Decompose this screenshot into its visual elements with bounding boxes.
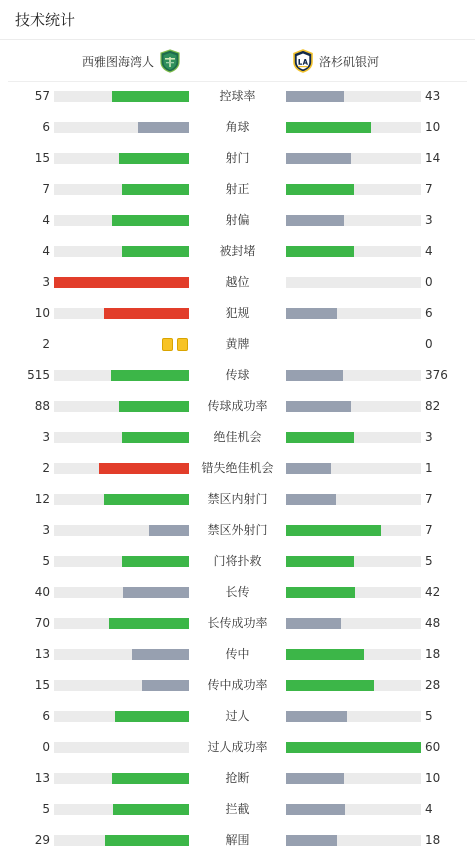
home-stat-value: 7 xyxy=(42,182,50,196)
away-stat-bar-fill xyxy=(286,122,371,133)
away-stat-bar xyxy=(286,587,421,598)
stat-label: 拦截 xyxy=(225,802,250,816)
away-stat-bar xyxy=(286,525,421,536)
away-stat-bar xyxy=(286,742,421,753)
stat-label: 被封堵 xyxy=(219,244,256,258)
stat-row xyxy=(0,143,475,174)
home-stat-value: 2 xyxy=(42,461,50,475)
away-stat-value: 5 xyxy=(425,709,433,723)
home-stat-bar xyxy=(54,308,189,319)
stat-label: 射偏 xyxy=(225,213,250,227)
stat-row xyxy=(0,453,475,484)
away-stat-bar xyxy=(286,649,421,660)
stat-row xyxy=(0,639,475,670)
home-stat-bar-fill xyxy=(119,153,189,164)
stat-label: 绝佳机会 xyxy=(213,430,262,444)
home-stat-bar-fill xyxy=(122,432,190,443)
away-stat-bar xyxy=(286,711,421,722)
home-stat-value: 13 xyxy=(34,771,50,785)
away-stat-bar-fill xyxy=(286,401,351,412)
stat-row xyxy=(0,763,475,794)
stat-row xyxy=(0,546,475,577)
home-stat-bar-fill xyxy=(99,463,189,474)
home-stat-bar-fill xyxy=(112,773,189,784)
away-stat-value: 14 xyxy=(425,151,441,165)
stat-label: 禁区外射门 xyxy=(207,523,268,537)
away-stat-value: 6 xyxy=(425,306,433,320)
away-stat-bar-fill xyxy=(286,246,354,257)
home-stat-bar xyxy=(54,153,189,164)
home-stat-bar xyxy=(54,835,189,846)
home-stat-bar xyxy=(54,680,189,691)
home-stat-bar xyxy=(54,277,189,288)
home-stat-bar-fill xyxy=(113,804,189,815)
home-stat-value: 15 xyxy=(34,678,50,692)
away-stat-value: 3 xyxy=(425,430,433,444)
away-stat-bar xyxy=(286,246,421,257)
away-stat-bar-fill xyxy=(286,370,343,381)
stat-row xyxy=(0,484,475,515)
home-stat-bar-fill xyxy=(123,587,189,598)
away-stat-value: 82 xyxy=(425,399,441,413)
home-stat-bar-fill xyxy=(105,835,189,846)
home-team[interactable] xyxy=(77,40,181,82)
stat-label: 射门 xyxy=(225,151,250,165)
home-stat-bar-fill xyxy=(122,184,190,195)
away-stat-bar xyxy=(286,401,421,412)
home-stat-bar-fill xyxy=(112,91,189,102)
yellow-card-icon xyxy=(177,338,188,351)
stat-row xyxy=(0,825,475,856)
home-stat-bar xyxy=(54,401,189,412)
stat-label: 长传成功率 xyxy=(207,616,268,630)
stat-label: 控球率 xyxy=(219,89,256,103)
away-stat-bar-fill xyxy=(286,649,364,660)
away-stat-value: 7 xyxy=(425,182,433,196)
away-stat-bar xyxy=(286,153,421,164)
stat-label: 越位 xyxy=(225,275,250,289)
away-stat-bar-fill xyxy=(286,184,354,195)
seattle-sounders-crest-icon xyxy=(159,49,181,73)
home-stat-value: 4 xyxy=(42,213,50,227)
away-stat-value: 28 xyxy=(425,678,441,692)
home-stat-bar-fill xyxy=(119,401,189,412)
away-stat-value: 10 xyxy=(425,120,441,134)
away-stat-bar xyxy=(286,494,421,505)
stat-label: 抢断 xyxy=(225,771,250,785)
home-stat-bar xyxy=(54,432,189,443)
stat-label: 传球成功率 xyxy=(207,399,268,413)
home-stat-value: 10 xyxy=(34,306,50,320)
home-stat-bar-fill xyxy=(122,556,190,567)
away-stat-bar xyxy=(286,680,421,691)
away-stat-bar-fill xyxy=(286,525,381,536)
stat-row xyxy=(0,112,475,143)
home-stat-bar xyxy=(54,494,189,505)
stat-row xyxy=(0,794,475,825)
home-stat-value: 5 xyxy=(42,554,50,568)
home-stat-bar xyxy=(54,246,189,257)
away-stat-value: 10 xyxy=(425,771,441,785)
home-stat-bar xyxy=(54,370,189,381)
stat-row xyxy=(0,298,475,329)
home-stat-value: 57 xyxy=(34,89,50,103)
stats-header xyxy=(0,0,475,40)
home-stat-bar xyxy=(54,91,189,102)
away-stat-bar xyxy=(286,463,421,474)
stat-label: 犯规 xyxy=(225,306,250,320)
stat-row xyxy=(0,81,475,112)
stat-row xyxy=(0,391,475,422)
home-stat-bar-fill xyxy=(54,277,189,288)
home-stat-bar-fill xyxy=(104,308,189,319)
home-stat-bar xyxy=(54,556,189,567)
away-stat-bar xyxy=(286,277,421,288)
home-stat-bar-fill xyxy=(149,525,190,536)
away-stat-bar-fill xyxy=(286,680,374,691)
home-stat-bar-fill xyxy=(142,680,189,691)
stat-row xyxy=(0,670,475,701)
away-stat-bar-fill xyxy=(286,556,354,567)
home-stat-bar-fill xyxy=(112,215,189,226)
away-stat-value: 4 xyxy=(425,802,433,816)
away-stat-value: 4 xyxy=(425,244,433,258)
home-stat-value: 88 xyxy=(34,399,50,413)
home-stat-value: 515 xyxy=(27,368,50,382)
away-stat-value: 60 xyxy=(425,740,441,754)
home-stat-value: 3 xyxy=(42,430,50,444)
stat-label: 传球 xyxy=(225,368,250,382)
home-stat-bar xyxy=(54,711,189,722)
away-stat-value: 376 xyxy=(425,368,448,382)
away-team-name: 洛杉矶银河 xyxy=(319,54,380,69)
home-stat-bar-fill xyxy=(138,122,189,133)
away-stat-bar xyxy=(286,370,421,381)
stat-row xyxy=(0,360,475,391)
away-stat-bar xyxy=(286,215,421,226)
away-stat-bar-fill xyxy=(286,835,337,846)
away-stat-value: 48 xyxy=(425,616,441,630)
home-stat-bar xyxy=(54,649,189,660)
stat-row xyxy=(0,236,475,267)
stat-label: 长传 xyxy=(225,585,250,599)
home-stat-value: 15 xyxy=(34,151,50,165)
home-stat-bar xyxy=(54,525,189,536)
home-stat-value: 6 xyxy=(42,120,50,134)
stat-label: 门将扑救 xyxy=(213,554,262,568)
stat-row xyxy=(0,267,475,298)
stat-row xyxy=(0,205,475,236)
away-stat-value: 0 xyxy=(425,337,433,351)
home-stat-bar xyxy=(54,618,189,629)
away-stat-value: 5 xyxy=(425,554,433,568)
home-stat-value: 6 xyxy=(42,709,50,723)
home-stat-bar xyxy=(54,184,189,195)
away-stat-bar xyxy=(286,308,421,319)
away-stat-bar-fill xyxy=(286,153,351,164)
home-team-name: 西雅图海湾人 xyxy=(81,54,154,69)
away-stat-value: 3 xyxy=(425,213,433,227)
away-stat-bar-fill xyxy=(286,308,337,319)
away-stat-bar-fill xyxy=(286,432,354,443)
stats-list xyxy=(0,81,475,856)
home-stat-bar-fill xyxy=(122,246,190,257)
page-title: 技术统计 xyxy=(15,11,76,29)
away-stat-bar-fill xyxy=(286,742,421,753)
home-stat-value: 29 xyxy=(34,833,50,847)
home-stat-bar xyxy=(54,587,189,598)
stat-label: 角球 xyxy=(225,120,250,134)
away-stat-bar xyxy=(286,773,421,784)
home-stat-bar-fill xyxy=(115,711,189,722)
home-stat-value: 3 xyxy=(42,523,50,537)
home-stat-bar xyxy=(54,463,189,474)
away-stat-bar xyxy=(286,556,421,567)
home-yellow-cards xyxy=(162,338,188,351)
home-stat-bar-fill xyxy=(111,370,189,381)
away-stat-bar xyxy=(286,618,421,629)
teams-bar xyxy=(8,40,467,82)
stat-label: 错失绝佳机会 xyxy=(201,461,274,475)
stat-label: 解围 xyxy=(225,833,250,847)
away-stat-value: 7 xyxy=(425,523,433,537)
away-stat-value: 43 xyxy=(425,89,441,103)
stat-row xyxy=(0,422,475,453)
stat-row xyxy=(0,701,475,732)
home-stat-bar xyxy=(54,804,189,815)
away-stat-value: 18 xyxy=(425,647,441,661)
home-stat-value: 13 xyxy=(34,647,50,661)
stat-label: 禁区内射门 xyxy=(207,492,268,506)
stat-label: 黄牌 xyxy=(225,337,250,351)
away-stat-value: 7 xyxy=(425,492,433,506)
away-stat-bar xyxy=(286,835,421,846)
away-stat-bar-fill xyxy=(286,773,344,784)
away-stat-bar-fill xyxy=(286,494,336,505)
stat-row xyxy=(0,577,475,608)
stat-row xyxy=(0,732,475,763)
home-stat-value: 4 xyxy=(42,244,50,258)
stat-row xyxy=(0,608,475,639)
home-stat-value: 5 xyxy=(42,802,50,816)
away-stat-value: 18 xyxy=(425,833,441,847)
stat-label: 传中 xyxy=(225,647,250,661)
away-stat-bar xyxy=(286,122,421,133)
home-stat-value: 2 xyxy=(42,337,50,351)
away-stat-value: 1 xyxy=(425,461,433,475)
home-stat-bar xyxy=(54,773,189,784)
home-stat-bar-fill xyxy=(132,649,189,660)
stat-row xyxy=(0,174,475,205)
away-stat-bar-fill xyxy=(286,215,344,226)
away-stat-bar-fill xyxy=(286,91,344,102)
stat-label: 过人成功率 xyxy=(207,740,268,754)
home-stat-bar xyxy=(54,215,189,226)
home-stat-bar-fill xyxy=(104,494,189,505)
home-stat-value: 70 xyxy=(34,616,50,630)
home-stat-bar xyxy=(54,742,189,753)
home-stat-value: 40 xyxy=(34,585,50,599)
away-stat-bar xyxy=(286,804,421,815)
away-team[interactable] xyxy=(292,40,384,82)
away-stat-bar xyxy=(286,432,421,443)
stat-label: 射正 xyxy=(225,182,250,196)
away-stat-bar-fill xyxy=(286,804,345,815)
away-stat-value: 42 xyxy=(425,585,441,599)
home-stat-bar xyxy=(54,122,189,133)
stat-label: 过人 xyxy=(225,709,250,723)
away-stat-bar xyxy=(286,91,421,102)
away-stat-bar-fill xyxy=(286,587,355,598)
home-stat-value: 12 xyxy=(34,492,50,506)
away-stat-bar-fill xyxy=(286,618,341,629)
stat-row xyxy=(0,515,475,546)
yellow-card-icon xyxy=(162,338,173,351)
home-stat-value: 3 xyxy=(42,275,50,289)
la-galaxy-crest-icon xyxy=(292,49,314,73)
away-stat-bar-fill xyxy=(286,711,347,722)
stat-row xyxy=(0,329,475,360)
away-stat-bar xyxy=(286,184,421,195)
away-stat-bar-fill xyxy=(286,463,331,474)
stat-label: 传中成功率 xyxy=(207,678,268,692)
home-stat-value: 0 xyxy=(42,740,50,754)
home-stat-bar-fill xyxy=(109,618,189,629)
away-stat-value: 0 xyxy=(425,275,433,289)
